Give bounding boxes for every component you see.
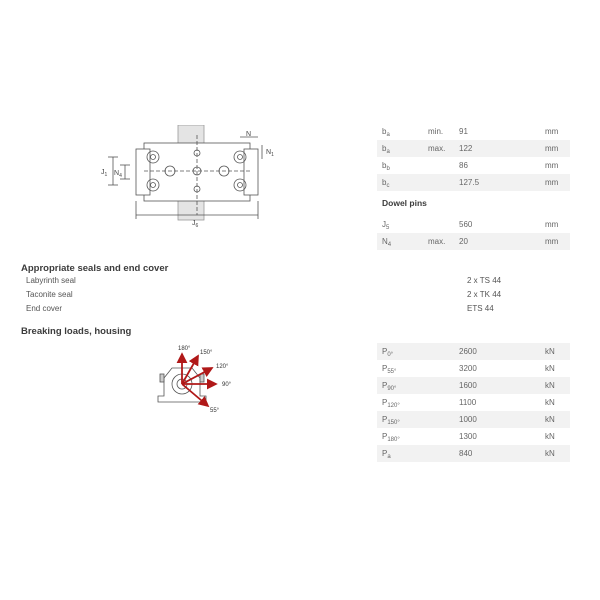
row-symbol-subscript: c	[386, 183, 390, 189]
angle-55: 55°	[210, 408, 220, 414]
angle-150: 150°	[200, 350, 213, 356]
seal-value: 2 x TS 44	[467, 276, 502, 285]
row-symbol-subscript: b	[386, 166, 390, 172]
table-row	[377, 123, 570, 140]
row-symbol: $b_b$	[382, 161, 390, 172]
row-symbol: $P_{90^\circ}$	[382, 381, 397, 392]
row-value: 840	[459, 449, 473, 458]
row-symbol: $b_a$	[382, 127, 390, 138]
row-symbol: $P_{150^\circ}$	[382, 415, 400, 426]
table-row	[377, 394, 570, 411]
label-n4: $N_4$	[114, 170, 122, 179]
row-unit: mm	[545, 220, 559, 229]
seal-value: ETS 44	[467, 304, 494, 313]
label-j1: $J_1$	[101, 169, 108, 178]
table-row	[377, 428, 570, 445]
row-symbol: $b_c$	[382, 178, 390, 189]
seal-label: Labyrinth seal	[26, 276, 76, 285]
row-unit: kN	[545, 449, 555, 458]
row-value: 3200	[459, 364, 477, 373]
row-qualifier: max.	[428, 144, 446, 153]
row-symbol: $P_{0^\circ}$	[382, 347, 394, 358]
seal-value: 2 x TK 44	[467, 290, 502, 299]
row-value: 1600	[459, 381, 477, 390]
table-row	[377, 343, 570, 360]
breaking-loads-title: Breaking loads, housing	[21, 326, 132, 337]
row-symbol: $N_4$	[382, 237, 392, 248]
label-n1: $N_1$	[266, 149, 274, 158]
table-row	[377, 360, 570, 377]
row-unit: kN	[545, 398, 555, 407]
row-symbol: $J_5$	[382, 220, 390, 231]
table-row	[377, 216, 570, 233]
row-unit: kN	[545, 415, 555, 424]
table-row	[377, 233, 570, 250]
table-row	[377, 445, 570, 462]
seal-label: End cover	[26, 304, 63, 313]
row-qualifier: max.	[428, 237, 446, 246]
row-symbol-subscript: a	[386, 149, 390, 155]
row-value: 91	[459, 127, 468, 136]
row-unit: kN	[545, 364, 555, 373]
row-value: 560	[459, 220, 473, 229]
row-value: 2600	[459, 347, 477, 356]
row-unit: mm	[545, 178, 559, 187]
row-qualifier: min.	[428, 127, 444, 136]
angle-90: 90°	[222, 382, 232, 388]
row-unit: mm	[545, 161, 559, 170]
row-value: 127.5	[459, 178, 480, 187]
row-symbol-subscript: 180°	[387, 437, 400, 443]
angle-180: 180°	[178, 346, 191, 352]
row-symbol: $b_a$	[382, 144, 390, 155]
row-symbol-subscript: 120°	[387, 403, 400, 409]
table-row	[377, 174, 570, 191]
row-symbol-subscript: 0°	[387, 352, 394, 358]
row-symbol-subscript: 5	[386, 225, 390, 231]
seal-label: Taconite seal	[26, 290, 73, 299]
row-value: 1000	[459, 415, 477, 424]
row-symbol: $P_{180^\circ}$	[382, 432, 400, 443]
row-unit: mm	[545, 127, 559, 136]
row-value: 20	[459, 237, 468, 246]
seals-title: Appropriate seals and end cover	[21, 263, 169, 274]
row-symbol: $P_{55^\circ}$	[382, 364, 397, 375]
row-symbol-subscript: 4	[387, 242, 392, 248]
row-symbol-subscript: 150°	[387, 420, 400, 426]
row-unit: kN	[545, 347, 555, 356]
row-value: 1100	[459, 398, 477, 407]
table-row	[377, 157, 570, 174]
row-symbol-subscript: a	[387, 454, 391, 460]
label-n: N	[246, 131, 252, 138]
row-unit: mm	[545, 144, 559, 153]
row-symbol-subscript: 55°	[387, 369, 397, 375]
table-row	[377, 140, 570, 157]
row-value: 1300	[459, 432, 477, 441]
row-unit: mm	[545, 237, 559, 246]
breaking-loads-diagram	[150, 340, 250, 420]
row-unit: kN	[545, 381, 555, 390]
housing-top-view-drawing	[100, 125, 280, 235]
table-row	[377, 377, 570, 394]
row-symbol-subscript: a	[386, 132, 390, 138]
row-value: 122	[459, 144, 473, 153]
row-symbol-subscript: 90°	[387, 386, 397, 392]
row-unit: kN	[545, 432, 555, 441]
row-value: 86	[459, 161, 468, 170]
row-symbol: $P_a$	[382, 449, 391, 460]
label-j6: $J_6$	[192, 220, 199, 229]
angle-120: 120°	[216, 364, 229, 370]
row-symbol: $P_{120^\circ}$	[382, 398, 400, 409]
dowel-pins-title: Dowel pins	[382, 198, 427, 208]
table-row	[377, 411, 570, 428]
